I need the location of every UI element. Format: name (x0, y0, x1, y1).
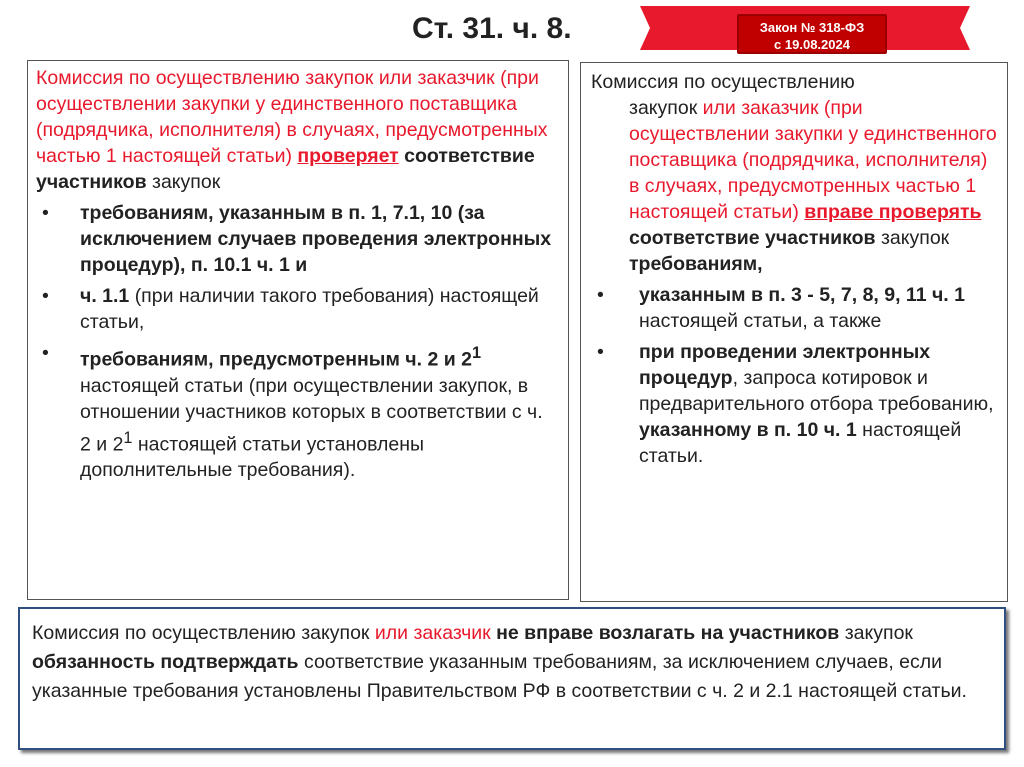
left-list (36, 200, 558, 483)
right-item1-bold: указанным в п. 3 - 5, 7, 8, 9, 11 ч. 1 (639, 284, 965, 306)
left-item3-sup2: 1 (123, 428, 133, 447)
left-intro-verb: проверяет (297, 145, 399, 167)
bullet-icon: • (597, 284, 604, 306)
left-item3-bold: требованиям, предусмотренным ч. 2 и 2 (80, 348, 472, 371)
law-badge (737, 14, 887, 54)
bullet-icon: • (42, 342, 49, 364)
bullet-icon: • (42, 202, 49, 224)
summary-red: или заказчик (374, 622, 491, 644)
right-line1: Комиссия по осуществлению (591, 71, 855, 93)
left-intro-tail: закупок (152, 171, 221, 193)
page-title: Ст. 31. ч. 8. (412, 12, 572, 45)
list-item (591, 282, 997, 334)
right-item2-bold2: указанному в п. 10 ч. 1 (639, 419, 857, 441)
left-intro (36, 65, 558, 195)
list-item (36, 200, 558, 278)
right-item2-bold: при проведении электронных процедур (639, 341, 931, 389)
summary-bold1: не вправе возлагать на участников (496, 622, 840, 644)
left-item1-bold: требованиям, указанным в п. 1, 7.1, 10 (за исключением случаев проведения электронных процедур), п. 10.1 ч. 1 и (80, 202, 552, 276)
right-intro (591, 69, 997, 277)
left-item2-bold: ч. 1.1 (80, 285, 130, 307)
right-bold2: требованиям, (629, 253, 763, 275)
right-list (591, 282, 997, 469)
list-item (36, 283, 558, 335)
left-item2-text: (при наличии такого требования) настоящей статьи, (80, 285, 539, 333)
left-intro-red: Комиссия по осуществлению закупок или заказчик (при осуществлении закупки у единственного поставщика (подрядчика, исполнителя) в случаях, предусмотренных частью 1 настоящей статьи) (36, 67, 548, 167)
summary-text1: Комиссия по осуществлению закупок (32, 622, 370, 644)
summary-bold2: обязанность подтверждать (32, 651, 299, 673)
right-bold1: соответствие участников (629, 227, 876, 249)
left-item3-sup: 1 (471, 344, 482, 362)
right-item2-text: , запроса котировок и предварительного отбора требованию, (639, 367, 994, 415)
list-item (591, 339, 997, 469)
summary-text (32, 619, 996, 706)
summary-text2: закупок (844, 622, 913, 644)
right-text1: закупок (880, 227, 950, 249)
summary-text3: соответствие указанным требованиям, за исключением случаев, если указанные требования установлены Правительством РФ в соответствии с ч. 2 и 2.1 настоящей статьи. (32, 651, 967, 702)
bullet-icon: • (597, 341, 604, 363)
list-item (36, 340, 558, 483)
badge-law-number: Закон № 318-ФЗ (759, 20, 865, 35)
old-version-box (27, 60, 569, 600)
left-intro-bold: соответствие участников (36, 145, 535, 193)
new-version-box (580, 62, 1008, 602)
right-line2: закупок (629, 97, 698, 119)
left-item3-text: настоящей статьи (при осуществлении закупок, в отношении участников которых в соответствии с ч. 2 и 2 (80, 374, 543, 455)
right-red: или заказчик (при осуществлении закупки у единственного поставщика (подрядчика, исполнителя) в случаях, предусмотренных частью 1 настоящей статьи) (629, 97, 997, 223)
right-item2-tail: настоящей статьи. (639, 419, 962, 467)
left-item3-tail: настоящей статьи установлены дополнительные требования). (80, 433, 425, 481)
summary-box (18, 607, 1006, 750)
right-item1-text: настоящей статьи, а также (639, 310, 882, 332)
right-verb: вправе проверять (804, 201, 982, 223)
right-intro-rest (591, 95, 997, 277)
badge-date: с 19.08.2024 (774, 37, 850, 52)
bullet-icon: • (42, 285, 49, 307)
